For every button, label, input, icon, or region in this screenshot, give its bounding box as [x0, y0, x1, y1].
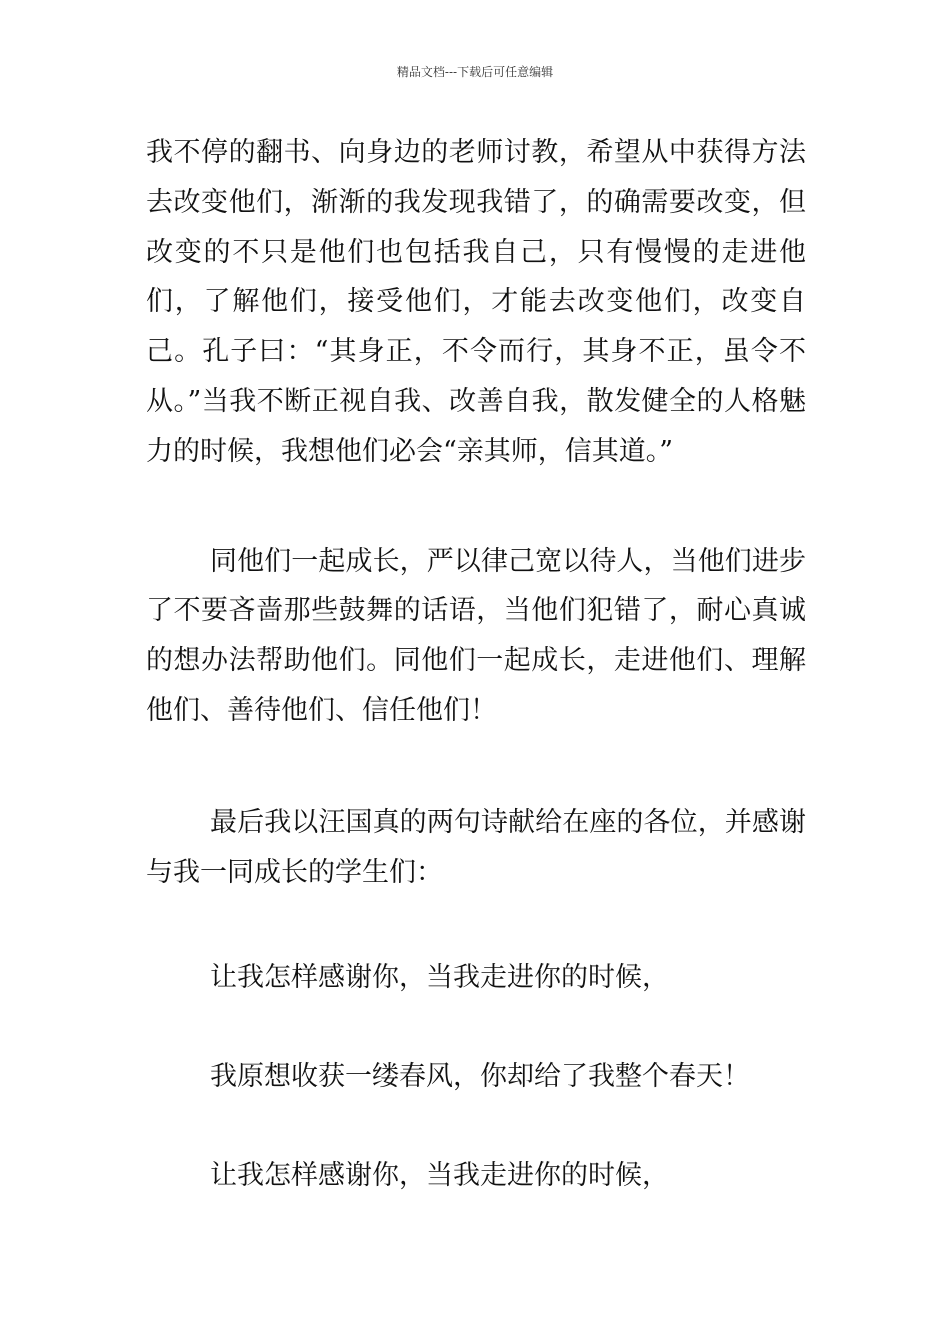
paragraph-change-ourselves: 我不停的翻书、向身边的老师讨教，希望从中获得方法去改变他们，渐渐的我发现我错了，的确需要改变，但改变的不只是他们也包括我自己，只有慢慢的走进他们，了解他们，接受他们，才能去改变他们，改变自己。孔子曰：“其身正，不令而行，其身不正，虽令不从。”当我不断正视自我、改善自我，散发健全的人格魅力的时候，我想他们必会“亲其师，信其道。”	[146, 137, 806, 467]
paragraph-closing-dedication: 最后我以汪国真的两句诗献给在座的各位，并感谢与我一同成长的学生们：	[146, 806, 806, 888]
document-body	[146, 128, 806, 1200]
page-header: 精品文档---下载后可任意编辑	[396, 65, 554, 79]
paragraph-grow-together: 同他们一起成长，严以律己宽以待人，当他们进步了不要吝啬那些鼓舞的话语，当他们犯错了，耐心真诚的想办法帮助他们。同他们一起成长，走进他们、理解他们、善待他们、信任他们！	[146, 545, 806, 726]
poem-line-3: 让我怎样感谢你，当我走进你的时候，	[210, 1160, 669, 1192]
poem-line-1: 让我怎样感谢你，当我走进你的时候，	[210, 962, 669, 994]
poem-line-2: 我原想收获一缕春风，你却给了我整个春天！	[210, 1061, 750, 1093]
